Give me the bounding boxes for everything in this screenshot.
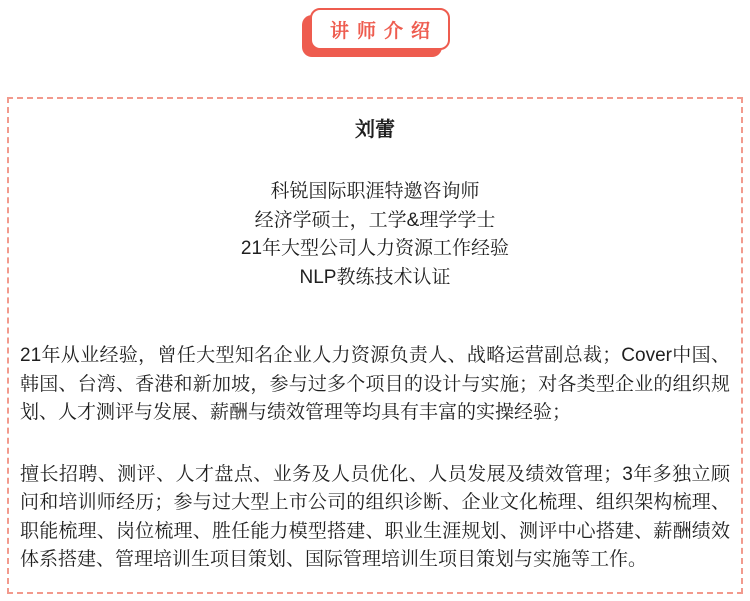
lecturer-credentials — [20, 178, 730, 292]
lecturer-name: 刘蕾 — [355, 119, 395, 141]
credential-line: 科锐国际职涯特邀咨询师 — [270, 181, 480, 202]
bio-paragraph-specialties: 擅长招聘、测评、人才盘点、业务及人员优化、人员发展及绩效管理；3年多独立顾问和培训师经历；参与过大型上市公司的组织诊断、企业文化梳理、组织架构梳理、职能梳理、岗位梳理、胜任能力模型搭建、职业生涯规划、测评中心搭建、薪酬绩效体系搭建、管理培训生项目策划、国际管理培训生项目策划与实施等工作。 — [20, 463, 730, 570]
section-title-label: 讲师介绍 — [329, 20, 438, 42]
credential-line: 21年大型公司人力资源工作经验 — [240, 238, 510, 259]
section-title-badge — [310, 8, 450, 50]
lecturer-intro-panel — [7, 97, 743, 594]
credential-line: 经济学硕士，工学&理学学士 — [254, 209, 496, 231]
bio-paragraph-experience: 21年从业经验，曾任大型知名企业人力资源负责人、战略运营副总裁；Cover中国、韩国、台湾、香港和新加坡，参与过多个项目的设计与实施；对各类型企业的组织规划、人才测评与发展、薪酬与绩效管理等均具有丰富的实操经验； — [20, 345, 730, 423]
credential-line: NLP教练技术认证 — [299, 266, 451, 288]
